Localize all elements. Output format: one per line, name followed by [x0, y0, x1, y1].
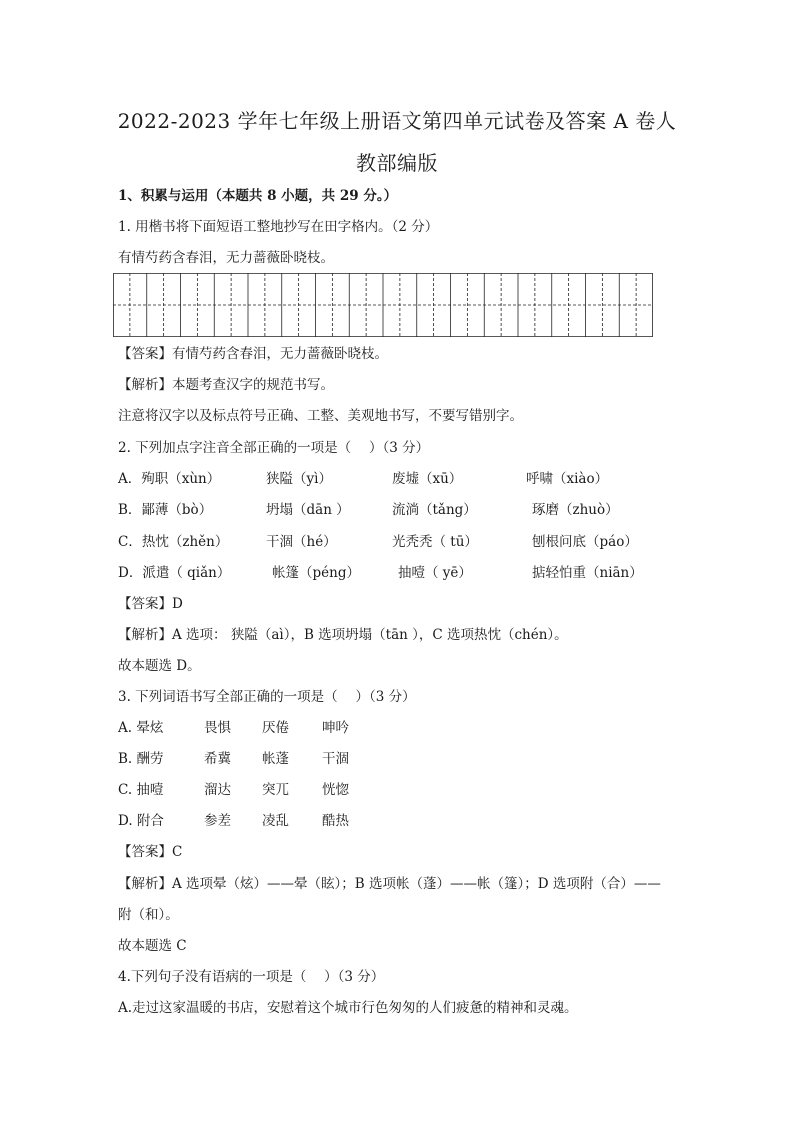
q3-analysis-line2: 附（和）。	[118, 907, 179, 923]
q2-option-a-4: 呼啸（xiào）	[526, 471, 609, 487]
document-title-line2: 教部编版	[356, 151, 438, 175]
q3-option-b-2: 希冀	[204, 751, 231, 767]
q2-option-a-3: 废墟（xū）	[392, 471, 463, 487]
q4-option-a: A.走过这家温暖的书店，安慰着这个城市行色匆匆的人们疲惫的精神和灵魂。	[118, 1000, 578, 1016]
q3-option-b-3: 帐蓬	[262, 751, 289, 767]
q3-option-d-4: 酷热	[322, 813, 349, 829]
q3-option-a-3: 厌倦	[262, 720, 289, 736]
q2-conclusion: 故本题选 D。	[118, 658, 201, 674]
document-title-line1: 2022-2023 学年七年级上册语文第四单元试卷及答案 A 卷人	[117, 109, 677, 133]
q1-phrase: 有情芍药含春泪，无力蔷薇卧晓枝。	[118, 250, 334, 266]
q3-option-d-2: 参差	[204, 813, 231, 829]
q2-option-b-3: 流淌（tǎng）	[392, 502, 477, 518]
q2-option-c-2: 干涸（hé）	[266, 534, 337, 550]
tianzige-grid	[113, 273, 653, 337]
q2-answer: 【答案】D	[118, 596, 183, 612]
q3-stem: 3. 下列词语书写全部正确的一项是（ ）（3 分）	[118, 689, 416, 705]
q3-option-b-1: B. 酬劳	[118, 751, 164, 767]
q2-analysis: 【解析】A 选项： 狭隘（aì），B 选项坍塌（tān ），C 选项热忱（chén）。	[118, 627, 568, 643]
q2-option-d-2: 帐篷（péng）	[272, 565, 360, 581]
q3-option-d-3: 凌乱	[262, 813, 289, 829]
q4-stem: 4.下列句子没有语病的一项是（ ）（3 分）	[118, 969, 385, 985]
q3-option-a-4: 呻吟	[322, 720, 349, 736]
q2-option-c-1: C．热忱（zhěn）	[118, 534, 229, 550]
q3-option-c-1: C. 抽噎	[118, 782, 164, 798]
q2-option-d-3: 抽噎（ yē）	[398, 565, 472, 581]
q2-option-d-1: D．派遣（ qiǎn）	[118, 565, 231, 581]
section-heading: 1、积累与运用（本题共 8 小题，共 29 分。）	[118, 188, 398, 204]
q3-conclusion: 故本题选 C	[118, 938, 187, 954]
q1-answer: 【答案】有情芍药含春泪，无力蔷薇卧晓枝。	[118, 346, 388, 362]
q1-note: 注意将汉字以及标点符号正确、工整、美观地书写，不要写错别字。	[118, 408, 523, 424]
q3-option-d-1: D. 附合	[118, 813, 164, 829]
q1-analysis: 【解析】本题考查汉字的规范书写。	[118, 377, 334, 393]
q3-option-c-2: 溜达	[204, 782, 231, 798]
q2-option-b-1: B．鄙薄（bò）	[118, 502, 213, 518]
q3-option-c-3: 突兀	[262, 782, 289, 798]
q3-analysis-line1: 【解析】A 选项晕（炫）——晕（眩）；B 选项帐（蓬）——帐（篷）；D 选项附（合）——	[118, 876, 661, 892]
q2-option-a-2: 狭隘（yì）	[266, 471, 332, 487]
q2-option-d-4: 掂轻怕重（niān）	[532, 565, 643, 581]
q1-stem: 1. 用楷书将下面短语工整地抄写在田字格内。（2 分）	[118, 219, 439, 235]
q2-option-b-2: 坍塌（dān ）	[266, 502, 350, 518]
q3-option-c-4: 恍惚	[322, 782, 349, 798]
q3-option-b-4: 干涸	[322, 751, 349, 767]
q3-option-a-2: 畏惧	[204, 720, 231, 736]
q3-option-a-1: A. 晕炫	[118, 720, 164, 736]
q2-stem: 2. 下列加点字注音全部正确的一项是（ ）（3 分）	[118, 440, 430, 456]
q3-answer: 【答案】C	[118, 844, 183, 860]
q2-option-a-1: A．殉职（xùn）	[118, 471, 221, 487]
q2-option-c-3: 光秃秃（ tū）	[392, 534, 478, 550]
q2-option-c-4: 刨根问底（páo）	[532, 534, 638, 550]
q2-option-b-4: 琢磨（zhuò）	[532, 502, 619, 518]
